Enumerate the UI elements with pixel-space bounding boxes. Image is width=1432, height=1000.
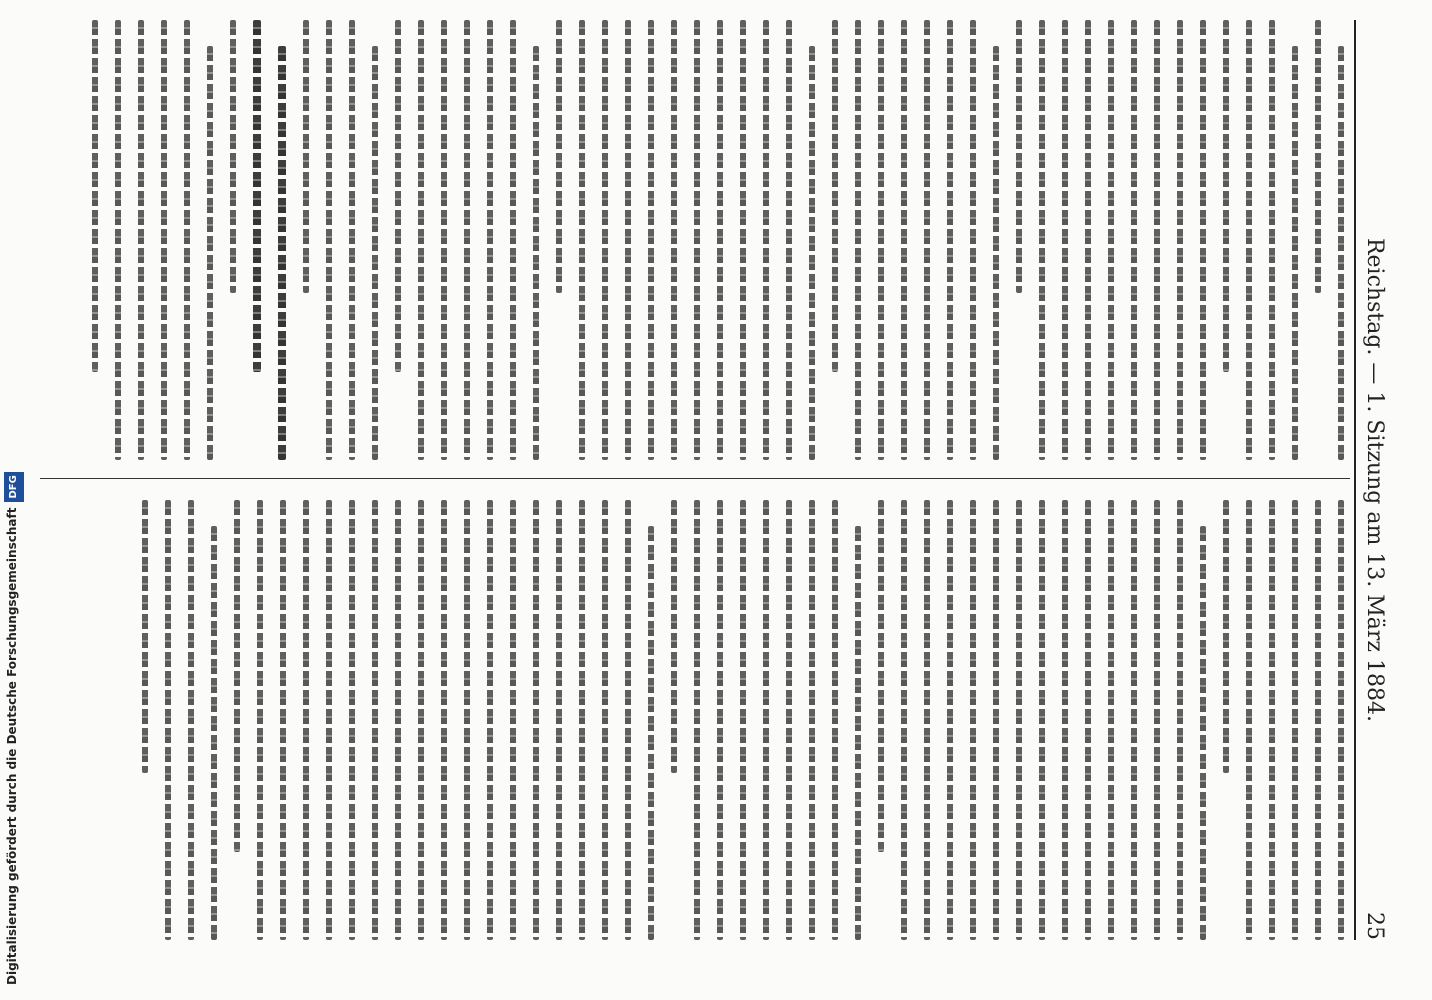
- paragraph: [230, 20, 286, 460]
- credit-text: Digitalisierung gefördert durch die Deutsche Forschungsgemeinschaft: [5, 507, 19, 985]
- paragraph: [1315, 20, 1344, 460]
- paragraph: [92, 20, 213, 460]
- rotated-text-frame: [20, 0, 1400, 960]
- page-number: 25: [1362, 912, 1387, 940]
- paragraph: [395, 20, 539, 460]
- running-header: [1354, 20, 1392, 940]
- right-column: [44, 500, 1344, 940]
- paragraph: [671, 500, 861, 940]
- paragraph: [878, 500, 1206, 940]
- paragraph: [142, 500, 217, 940]
- paragraph: [303, 20, 378, 460]
- paragraph: [556, 20, 815, 460]
- column-divider: [40, 478, 1350, 479]
- paragraph: [234, 500, 654, 940]
- paragraph: [1016, 20, 1298, 460]
- left-column: [44, 20, 1344, 460]
- paragraph: [832, 20, 999, 460]
- dfg-logo-icon: DFG: [4, 472, 24, 501]
- digitization-credit: [2, 0, 24, 1000]
- paragraph: [1223, 500, 1344, 940]
- header-title: Reichstag. — 1. Sitzung am 13. März 1884.: [1362, 237, 1387, 723]
- credit-line: [2, 5, 24, 985]
